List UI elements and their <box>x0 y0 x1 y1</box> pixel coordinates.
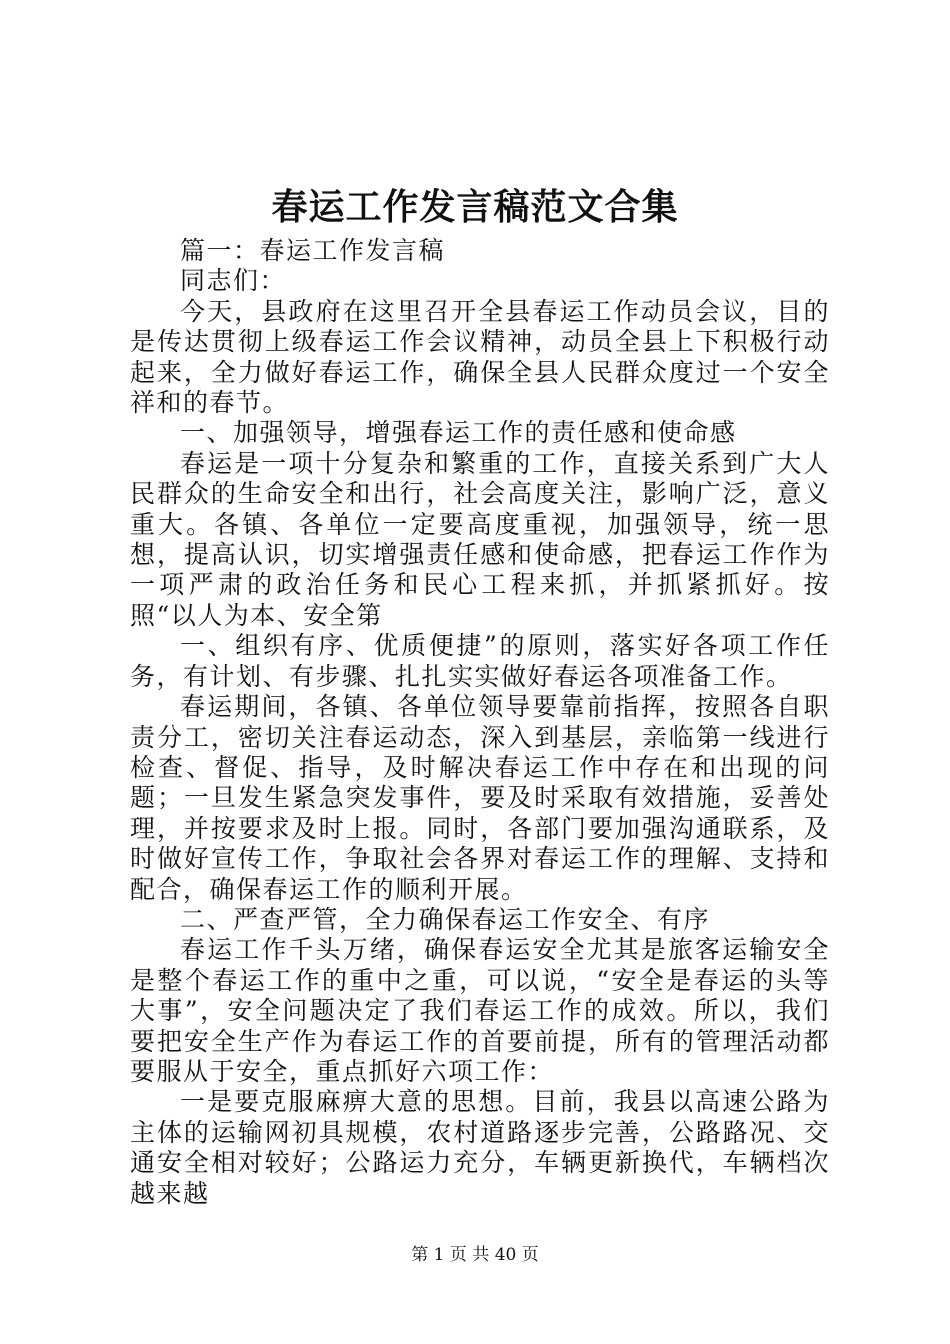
paragraph-salutation: 同志们： <box>180 266 287 296</box>
paragraph: 春运期间，各镇、各单位领导要靠前指挥，按照各自职责分工，密切关注春运动态，深入到基层，亲临第一线进行检查、督促、指导，及时解决春运工作中存在和出现的问题；一旦发生紧急突发事件，要及时采取有效措施，妥善处理，并按要求及时上报。同时，各部门要加强沟通联系，及时做好宣传工作，争取社会各界对春运工作的理解、支持和配合，确保春运工作的顺利开展。 <box>130 692 830 904</box>
paragraph-heading-2: 二、严查严管，全力确保春运工作安全、有序 <box>180 904 711 934</box>
paragraph-heading-1: 一、加强领导，增强春运工作的责任感和使命感 <box>180 418 737 448</box>
document-title: 春运工作发言稿范文合集 <box>271 186 679 228</box>
paragraph: 春运工作千头万绪，确保春运安全尤其是旅客运输安全是整个春运工作的重中之重，可以说，“安全是春运的头等大事”，安全问题决定了我们春运工作的成效。所以，我们要把安全生产作为春运工作的首要前提，所有的管理活动都要服从于安全，重点抓好六项工作： <box>130 935 830 1086</box>
document-body <box>130 236 830 1209</box>
paragraph-section-heading: 篇一：春运工作发言稿 <box>180 236 446 265</box>
page-number-footer: 第 1 页 共 40 页 <box>411 1245 539 1265</box>
paragraph: 一、组织有序、优质便捷”的原则，落实好各项工作任务，有计划、有步骤、扎扎实实做好春运各项准备工作。 <box>130 631 830 691</box>
paragraph: 春运是一项十分复杂和繁重的工作，直接关系到广大人民群众的生命安全和出行，社会高度关注，影响广泛，意义重大。各镇、各单位一定要高度重视，加强领导，统一思想，提高认识，切实增强责任感和使命感，把春运工作作为一项严肃的政治任务和民心工程来抓，并抓紧抓好。按照“以人为本、安全第 <box>130 448 830 630</box>
paragraph: 今天，县政府在这里召开全县春运工作动员会议，目的是传达贯彻上级春运工作会议精神，动员全县上下积极行动起来，全力做好春运工作，确保全县人民群众度过一个安全祥和的春节。 <box>130 296 830 418</box>
paragraph: 一是要克服麻痹大意的思想。目前，我县以高速公路为主体的运输网初具规模，农村道路逐步完善，公路路况、交通安全相对较好；公路运力充分，车辆更新换代，车辆档次越来越 <box>130 1087 830 1208</box>
